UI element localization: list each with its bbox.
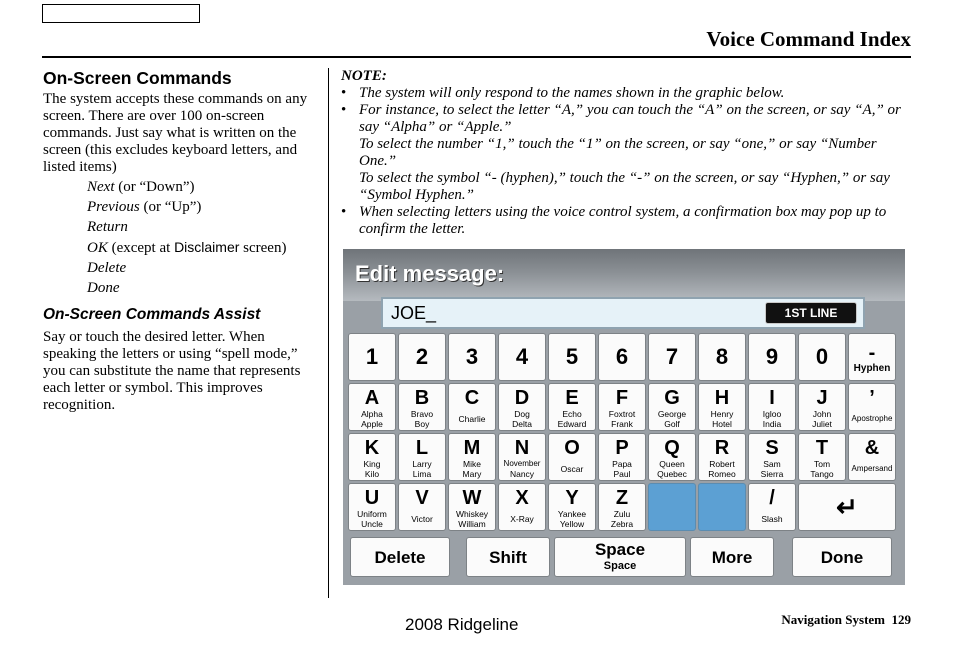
note-subtext: To select the number “1,” touch the “1” on the screen, or say “one,” or say “Number One.” bbox=[359, 136, 877, 169]
key-ampersand[interactable]: & Ampersand bbox=[848, 433, 896, 481]
message-entry-field[interactable] bbox=[381, 297, 865, 329]
key-5[interactable]: 5 bbox=[548, 333, 596, 381]
key-w[interactable]: W Whiskey William bbox=[448, 483, 496, 531]
more-button[interactable]: More bbox=[690, 537, 774, 577]
key-o[interactable]: O Oscar bbox=[548, 433, 596, 481]
key-slash[interactable]: / Slash bbox=[748, 483, 796, 531]
key-7[interactable]: 7 bbox=[648, 333, 696, 381]
on-screen-commands-heading: On-Screen Commands bbox=[43, 68, 232, 88]
key-blank bbox=[698, 483, 746, 531]
note-subtext: To select the symbol “- (hyphen),” touch the “-” on the screen, or say “Hyphen,” or say “Symbol Hyphen.” bbox=[359, 170, 890, 203]
section-title: Voice Command Index bbox=[706, 27, 911, 51]
command-list bbox=[87, 177, 286, 298]
key-l[interactable]: L Larry Lima bbox=[398, 433, 446, 481]
note-block bbox=[341, 68, 916, 238]
key-b[interactable]: B Bravo Boy bbox=[398, 383, 446, 431]
key-hyphen[interactable]: - Hyphen bbox=[848, 333, 896, 381]
key-e[interactable]: E Echo Edward bbox=[548, 383, 596, 431]
key-2[interactable]: 2 bbox=[398, 333, 446, 381]
key-p[interactable]: P Papa Paul bbox=[598, 433, 646, 481]
command-item: Delete bbox=[87, 260, 127, 276]
key-r[interactable]: R Robert Romeo bbox=[698, 433, 746, 481]
key-v[interactable]: V Victor bbox=[398, 483, 446, 531]
note-title: NOTE: bbox=[341, 68, 387, 84]
command-item: Previous (or “Up”) bbox=[87, 199, 202, 215]
key-g[interactable]: G George Golf bbox=[648, 383, 696, 431]
command-item: Done bbox=[87, 280, 120, 296]
key-q[interactable]: Q Queen Quebec bbox=[648, 433, 696, 481]
page-number: 129 bbox=[891, 612, 911, 627]
key-9[interactable]: 9 bbox=[748, 333, 796, 381]
key-m[interactable]: M Mike Mary bbox=[448, 433, 496, 481]
delete-button[interactable]: Delete bbox=[350, 537, 450, 577]
key-h[interactable]: H Henry Hotel bbox=[698, 383, 746, 431]
note-bullet: • The system will only respond to the names shown in the graphic below. bbox=[341, 85, 916, 102]
screen-title: Edit message: bbox=[355, 261, 505, 286]
note-bullet: • When selecting letters using the voice control system, a confirmation box may pop up to confirm the letter. bbox=[341, 204, 916, 238]
key-z[interactable]: Z Zulu Zebra bbox=[598, 483, 646, 531]
key-enter[interactable] bbox=[798, 483, 896, 531]
footer-page-info: Navigation System 129 bbox=[781, 612, 911, 627]
commands-assist-heading: On-Screen Commands Assist bbox=[43, 306, 261, 323]
on-screen-commands-intro: The system accepts these commands on any screen. There are over 100 on-screen commands. Just say what is written on the screen (this excludes keyboard letters, and listed items) bbox=[43, 91, 308, 175]
done-button[interactable]: Done bbox=[792, 537, 892, 577]
key-apostrophe[interactable]: ’ Apostrophe bbox=[848, 383, 896, 431]
note-bullet: • For instance, to select the letter “A,” you can touch the “A” on the screen, or say “A,” or say “Alpha” or “Apple.” bbox=[341, 102, 916, 136]
column-divider bbox=[328, 68, 329, 598]
key-0[interactable]: 0 bbox=[798, 333, 846, 381]
key-6[interactable]: 6 bbox=[598, 333, 646, 381]
key-t[interactable]: T Tom Tango bbox=[798, 433, 846, 481]
key-c[interactable]: C Charlie bbox=[448, 383, 496, 431]
key-blank bbox=[648, 483, 696, 531]
key-d[interactable]: D Dog Delta bbox=[498, 383, 546, 431]
enter-icon: ↵ bbox=[836, 492, 858, 522]
key-a[interactable]: A Alpha Apple bbox=[348, 383, 396, 431]
key-s[interactable]: S Sam Sierra bbox=[748, 433, 796, 481]
key-f[interactable]: F Foxtrot Frank bbox=[598, 383, 646, 431]
key-4[interactable]: 4 bbox=[498, 333, 546, 381]
command-item: Next (or “Down”) bbox=[87, 179, 195, 195]
key-x[interactable]: X X-Ray bbox=[498, 483, 546, 531]
header-tab-box bbox=[42, 4, 200, 23]
space-button[interactable]: Space Space bbox=[554, 537, 686, 577]
key-u[interactable]: U Uniform Uncle bbox=[348, 483, 396, 531]
command-item: OK (except at Disclaimer screen) bbox=[87, 239, 287, 256]
key-j[interactable]: J John Juliet bbox=[798, 383, 846, 431]
key-n[interactable]: N November Nancy bbox=[498, 433, 546, 481]
command-item: Return bbox=[87, 219, 128, 235]
key-y[interactable]: Y Yankee Yellow bbox=[548, 483, 596, 531]
edit-message-screen bbox=[343, 249, 905, 585]
key-3[interactable]: 3 bbox=[448, 333, 496, 381]
screen-header bbox=[343, 249, 905, 301]
footer-model: 2008 Ridgeline bbox=[405, 615, 519, 634]
header-rule bbox=[42, 56, 911, 58]
key-i[interactable]: I Igloo India bbox=[748, 383, 796, 431]
key-k[interactable]: K King Kilo bbox=[348, 433, 396, 481]
first-line-button[interactable]: 1ST LINE bbox=[765, 302, 857, 324]
commands-assist-text: Say or touch the desired letter. When speaking the letters or using “spell mode,” you can substitute the name that represents each letter or symbol. This improves recognition. bbox=[43, 329, 301, 413]
entry-text: JOE_ bbox=[391, 303, 437, 323]
key-1[interactable]: 1 bbox=[348, 333, 396, 381]
shift-button[interactable]: Shift bbox=[466, 537, 550, 577]
key-8[interactable]: 8 bbox=[698, 333, 746, 381]
